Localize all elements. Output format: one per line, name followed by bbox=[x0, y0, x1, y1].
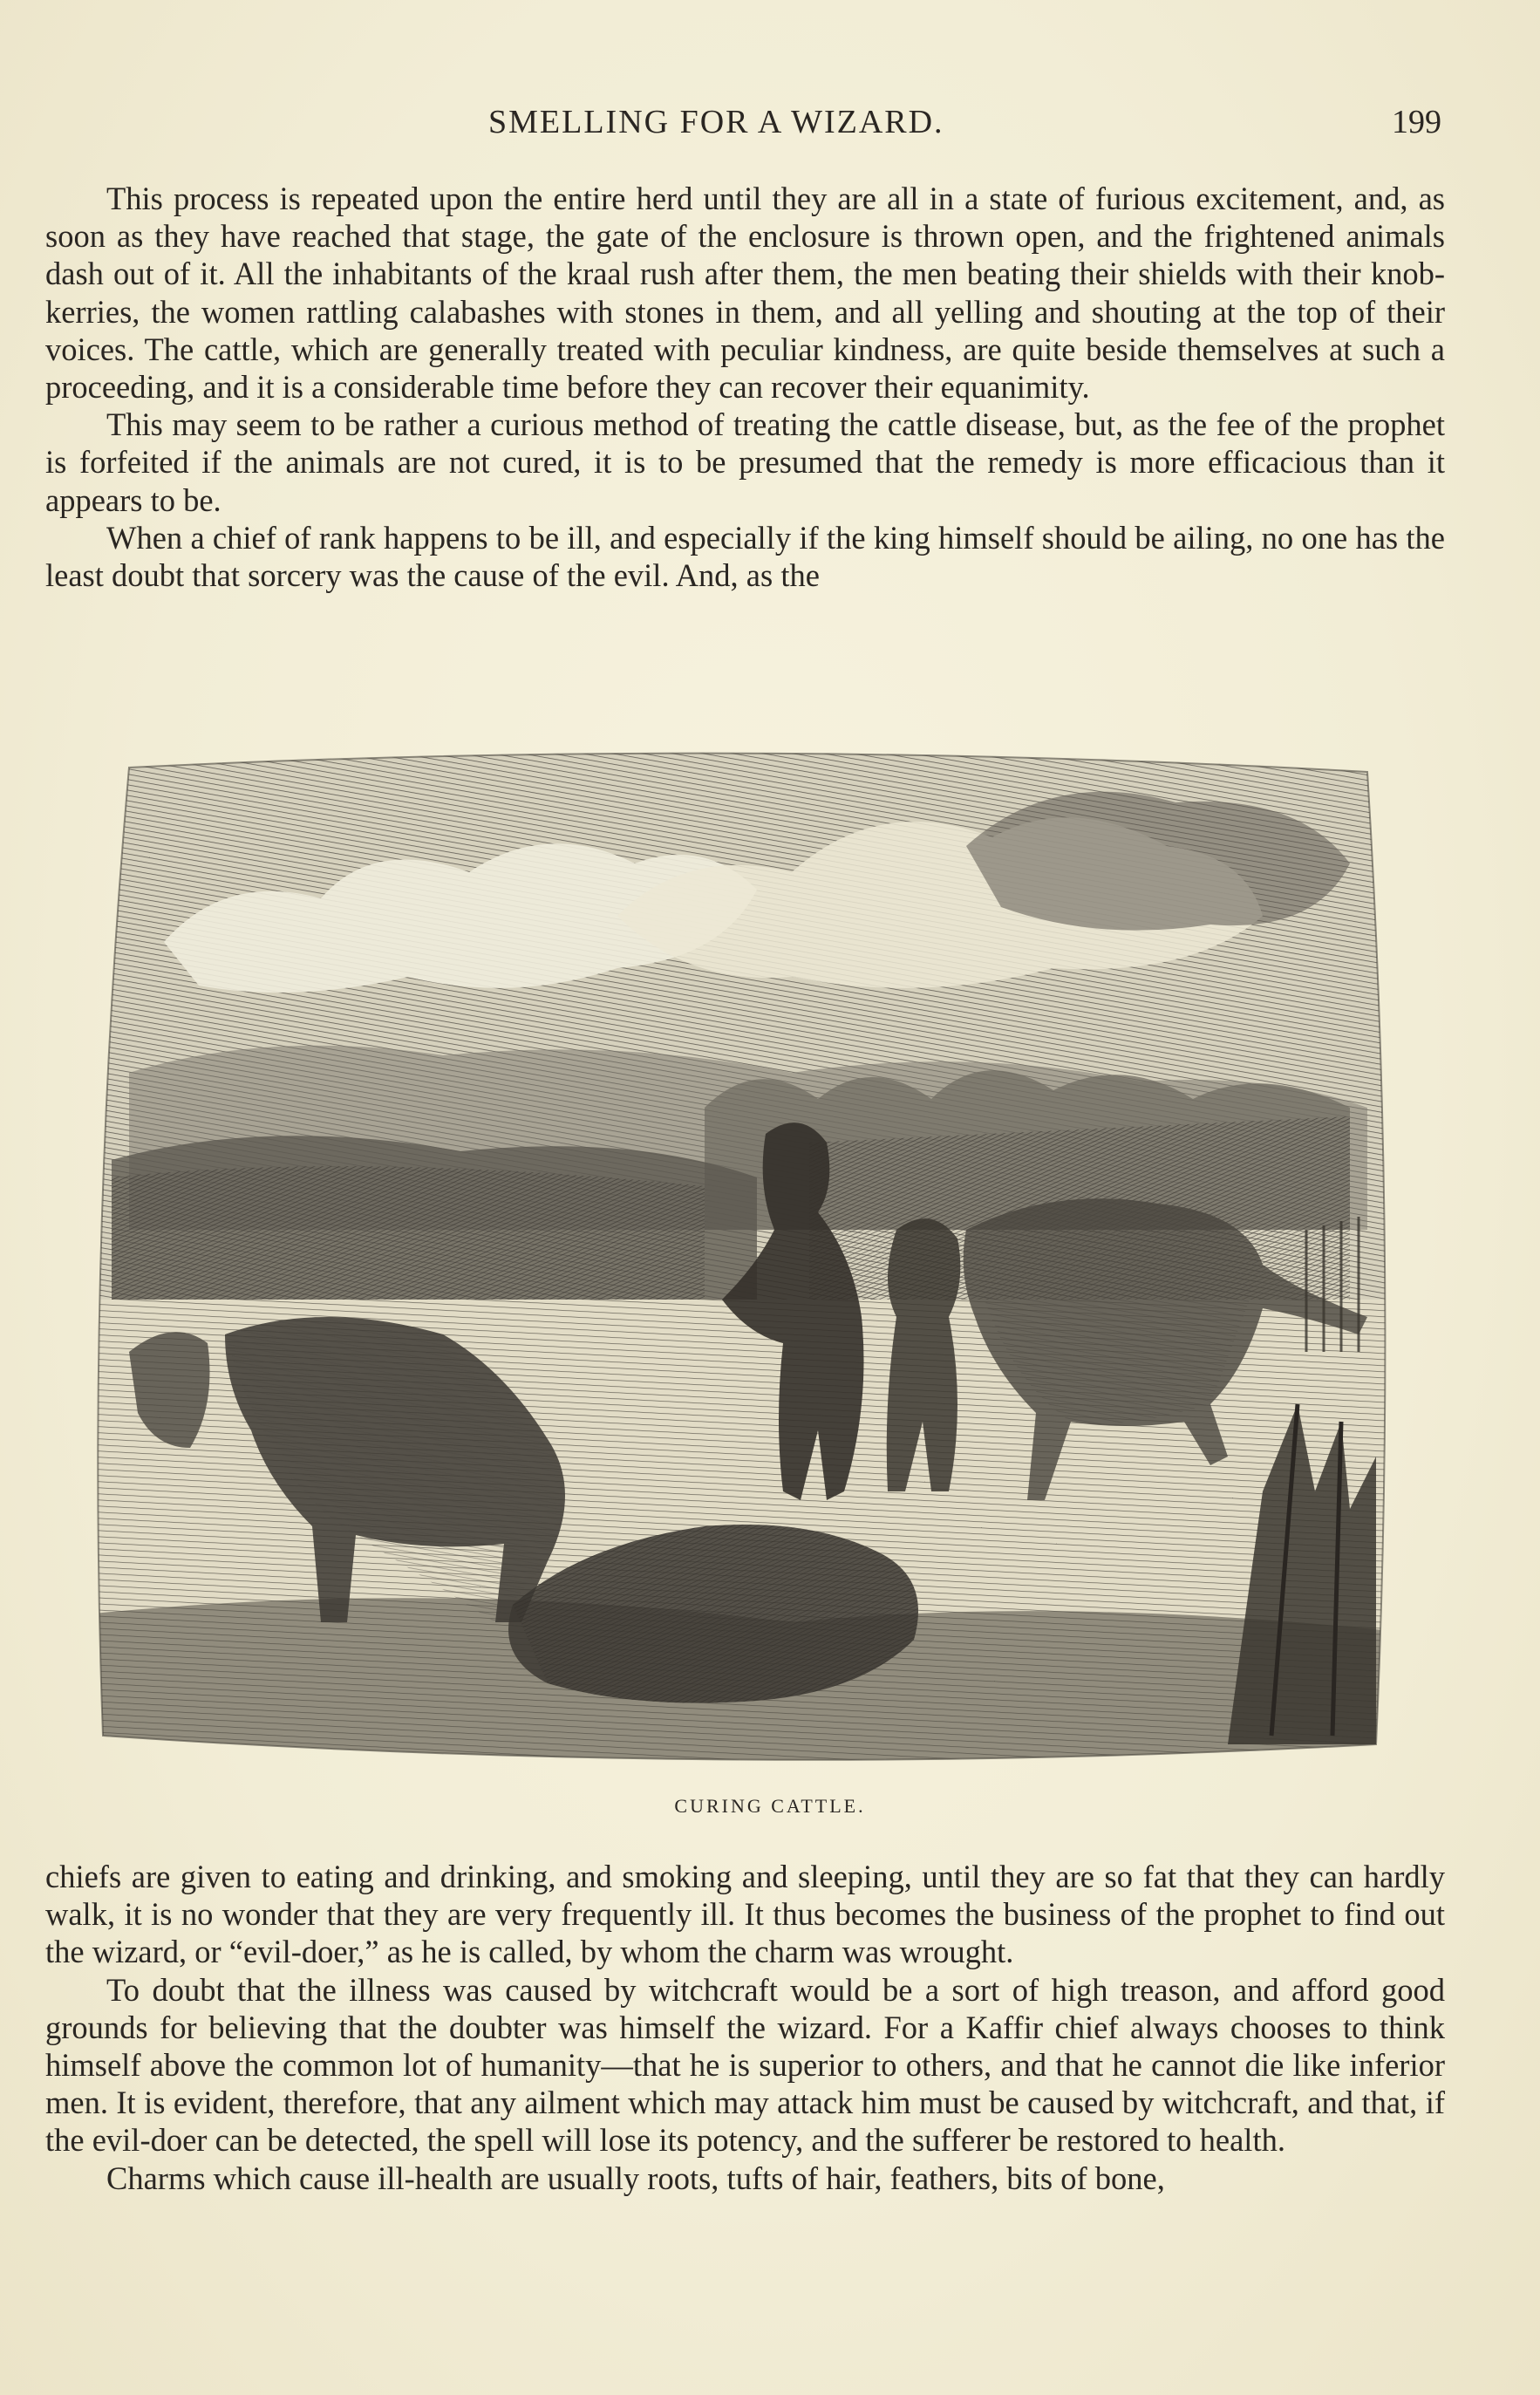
running-title: SMELLING FOR A WIZARD. bbox=[488, 104, 944, 140]
paragraph-herd-excitement: This process is repeated upon the entire herd until they are all in a state of furious excitement, and, as soon as they have reached that stage, the gate of the enclosure is thrown open, and the frightened animals dash out of it. All the inhabitants of the kraal rush after them, the men beating their shields with their knob-kerries, the women rattling calabashes with stones in them, and all yelling and shouting at the top of their voices. The cattle, which are generally treated with peculiar kindness, are quite beside themselves at such a proceeding, and it is a considerable time before they can recover their equanimity. bbox=[45, 181, 1445, 406]
engraving-curing-cattle bbox=[94, 741, 1392, 1772]
page-number: 199 bbox=[1392, 104, 1441, 140]
paragraph-cattle-disease: This may seem to be rather a curious method of treating the cattle disease, but, as the fee of the prophet is forfeited if the animals are not cured, it is to be presumed that the remedy is more efficacious than it appears to be. bbox=[45, 406, 1445, 518]
engraving-image bbox=[94, 741, 1392, 1772]
figure-caption: CURING CATTLE. bbox=[674, 1795, 866, 1817]
running-head bbox=[0, 103, 1540, 147]
paragraph-chiefs-fat: chiefs are given to eating and drinking, and smoking and sleeping, until they are so fat that they can hardly walk, it is no wonder that they are very frequently ill. It thus becomes the business of the prophet to find out the wizard, or “evil-doer,” as he is called, by whom the charm was wrought. bbox=[45, 1859, 1445, 1970]
text-block-bottom bbox=[45, 1858, 1445, 2197]
text-block-top bbox=[45, 180, 1445, 594]
paragraph-witchcraft: To doubt that the illness was caused by witchcraft would be a sort of high treason, and afford good grounds for believing that the doubter was himself the wizard. For a Kaffir chief always chooses to think himself above the common lot of humanity—that he is superior to others, and that he cannot die like inferior men. It is evident, therefore, that any ailment which may attack him must be caused by witchcraft, and that, if the evil-doer can be detected, the spell will lose its potency, and the sufferer be restored to health. bbox=[45, 1971, 1445, 2159]
paragraph-chief-ill: When a chief of rank happens to be ill, and especially if the king himself should be ailing, no one has the least doubt that sorcery was the cause of the evil. And, as the bbox=[45, 519, 1445, 594]
paragraph-charms: Charms which cause ill-health are usually roots, tufts of hair, feathers, bits of bone, bbox=[106, 2160, 1165, 2196]
